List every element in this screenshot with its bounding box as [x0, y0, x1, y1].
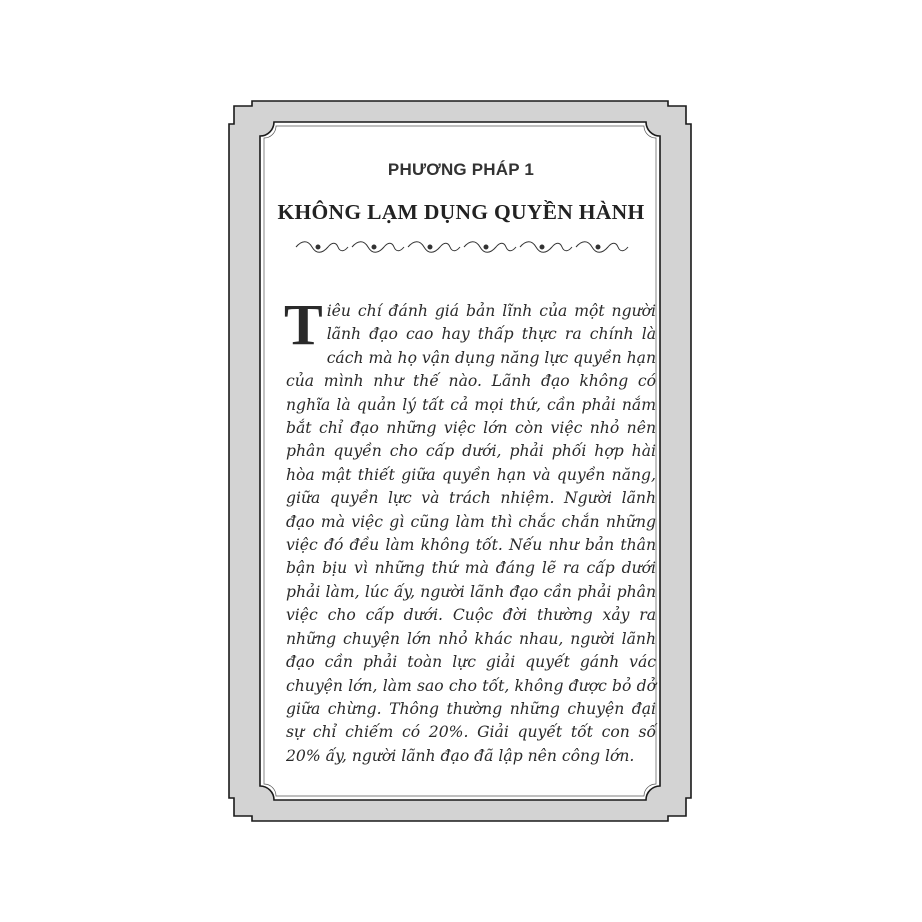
- chapter-title: KHÔNG LẠM DỤNG QUYỀN HÀNH: [277, 200, 645, 224]
- flourish-icon: [408, 242, 460, 253]
- flourish-icon: [576, 242, 628, 253]
- drop-cap: T: [284, 292, 323, 357]
- flourish-icon: [296, 242, 348, 253]
- page-content: [272, 120, 656, 800]
- ornament-divider: [292, 239, 630, 255]
- body-paragraph: [284, 292, 656, 768]
- flourish-icon: [520, 242, 572, 253]
- flourish-icon: [352, 242, 404, 253]
- flourish-icon: [464, 242, 516, 253]
- chapter-label: PHƯƠNG PHÁP 1: [387, 160, 535, 179]
- body-text: iêu chí đánh giá bản lĩnh của một người lãnh đạo cao hay thấp thực ra chính là cách mà họ vận dụng năng lực quyền hạn của mình như thế nào. Lãnh đạo không có nghĩa là quản lý tất cả mọi thứ, cần phải nắm bắt chỉ đạo những việc lớn còn việc nhỏ nên phân quyền cho cấp dưới, phải phối hợp hài hòa mật thiết giữa quyền hạn và quyền năng, giữa quyền lực và trách nhiệm. Người lãnh đạo mà việc gì cũng làm thì chắc chắn những việc đó đều làm không tốt. Nếu như bản thân bận bịu vì những thứ mà đáng lẽ ra cấp dưới phải làm, lúc ấy, người lãnh đạo cần phải phân việc cho cấp dưới. Cuộc đời thường xảy ra những chuyện lớn nhỏ khác nhau, người lãnh đạo cần phải toàn lực giải quyết gánh vác chuyện lớn, làm sao cho tốt, không được bỏ dở giữa chừng. Thông thường những chuyện đại sự chỉ chiếm có 20%. Giải quyết tốt con số 20% ấy, người lãnh đạo đã lập nên công lớn.: [286, 302, 656, 765]
